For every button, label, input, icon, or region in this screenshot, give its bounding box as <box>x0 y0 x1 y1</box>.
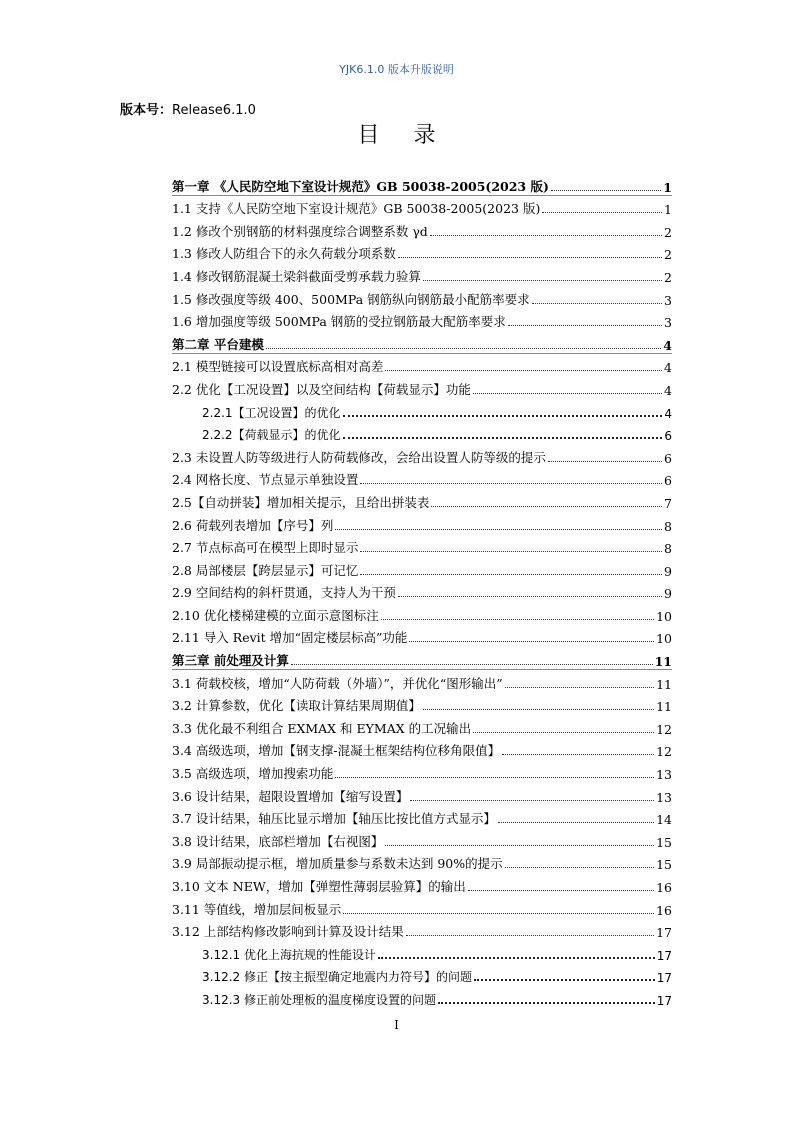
toc-entry-page: 2 <box>664 224 672 240</box>
toc-entry-label: 第三章 前处理及计算 <box>172 653 289 669</box>
toc-entry-page: 15 <box>656 834 672 850</box>
toc-entry-page: 8 <box>664 518 672 534</box>
table-of-contents <box>172 172 672 1008</box>
toc-entry[interactable] <box>172 534 672 557</box>
toc-entry[interactable] <box>172 466 672 489</box>
toc-leader-dots <box>343 436 663 439</box>
toc-leader-dots <box>381 618 654 620</box>
toc-entry[interactable] <box>172 579 672 602</box>
toc-entry-label: 2.5【自动拼装】增加相关提示，且给出拼装表 <box>172 494 430 510</box>
toc-leader-dots <box>542 211 662 213</box>
toc-entry-page: 2 <box>664 269 672 285</box>
toc-entry-page: 2 <box>664 247 672 263</box>
toc-entry-page: 12 <box>656 744 672 760</box>
toc-entry-label: 3.12 上部结构修改影响到计算及设计结果 <box>172 924 404 940</box>
toc-entry-page: 17 <box>656 948 672 963</box>
toc-entry[interactable] <box>172 624 672 647</box>
toc-entry[interactable] <box>172 353 672 376</box>
toc-entry-label: 3.9 局部振动提示框，增加质量参与系数未达到 90%的提示 <box>172 856 503 872</box>
toc-leader-dots <box>343 912 654 914</box>
toc-leader-dots <box>335 528 662 530</box>
toc-entry-label: 3.8 设计结果，底部栏增加【右视图】 <box>172 833 384 849</box>
toc-entry-label: 2.6 荷载列表增加【序号】列 <box>172 517 334 533</box>
toc-leader-dots <box>468 889 654 891</box>
toc-entry-page: 9 <box>664 563 672 579</box>
toc-leader-dots <box>266 347 661 349</box>
toc-entry-label: 2.3 未设置人防等级进行人防荷载修改，会给出设置人防等级的提示 <box>172 449 546 465</box>
toc-entry[interactable] <box>172 308 672 331</box>
toc-leader-dots <box>508 324 662 326</box>
toc-entry[interactable] <box>172 737 672 760</box>
toc-title: 目录 <box>357 123 470 148</box>
toc-entry[interactable] <box>172 940 672 963</box>
toc-leader-dots <box>409 640 654 642</box>
toc-leader-dots <box>335 776 654 778</box>
toc-entry-page: 17 <box>656 993 672 1008</box>
toc-entry-label: 2.8 局部楼层【跨层显示】可记忆 <box>172 562 359 578</box>
toc-leader-dots <box>532 302 662 304</box>
toc-entry[interactable] <box>172 195 672 218</box>
toc-leader-dots <box>406 934 654 936</box>
toc-entry-page: 4 <box>664 406 672 421</box>
toc-leader-dots <box>502 753 654 755</box>
toc-entry[interactable] <box>172 714 672 737</box>
toc-entry[interactable] <box>172 217 672 240</box>
toc-entry[interactable] <box>172 895 672 918</box>
toc-leader-dots <box>551 189 661 191</box>
toc-leader-dots <box>385 369 662 371</box>
toc-entry-page: 17 <box>656 925 672 941</box>
toc-entry-label: 3.12.3 修正前处理板的温度梯度设置的问题 <box>202 992 436 1007</box>
toc-entry[interactable] <box>172 985 672 1008</box>
toc-entry-page: 8 <box>664 541 672 557</box>
toc-entry[interactable] <box>172 601 672 624</box>
toc-entry-page: 6 <box>664 473 672 489</box>
toc-entry-label: 2.1 模型链接可以设置底标高相对高差 <box>172 359 384 375</box>
toc-entry-label: 1.6 增加强度等级 500MPa 钢筋的受拉钢筋最大配筋率要求 <box>172 314 506 330</box>
toc-entry[interactable] <box>172 669 672 692</box>
toc-entry-label: 2.2.2【荷载显示】的优化 <box>202 428 341 443</box>
toc-leader-dots <box>548 460 662 462</box>
toc-leader-dots <box>378 956 655 959</box>
toc-entry-page: 15 <box>656 857 672 873</box>
toc-entry-label: 1.4 修改钢筋混凝土梁斜截面受剪承载力验算 <box>172 268 421 284</box>
toc-leader-dots <box>291 663 653 665</box>
toc-leader-dots <box>474 978 655 981</box>
toc-entry[interactable] <box>172 918 672 941</box>
toc-leader-dots <box>360 550 662 552</box>
toc-leader-dots <box>423 708 654 710</box>
toc-leader-dots <box>398 595 662 597</box>
toc-entry-label: 2.9 空间结构的斜杆贯通，支持人为干预 <box>172 585 396 601</box>
toc-entry-page: 11 <box>656 699 672 715</box>
toc-entry-label: 1.3 修改人防组合下的永久荷载分项系数 <box>172 246 396 262</box>
toc-entry[interactable] <box>172 805 672 828</box>
toc-chapter-entry[interactable] <box>172 646 672 669</box>
toc-leader-dots <box>423 279 662 281</box>
toc-entry[interactable] <box>172 240 672 263</box>
toc-entry-page: 12 <box>656 721 672 737</box>
toc-entry-page: 6 <box>664 429 672 444</box>
toc-entry-label: 3.4 高级选项，增加【钢支撑-混凝土框架结构位移角限值】 <box>172 743 501 759</box>
toc-entry-label: 3.6 设计结果，超限设置增加【缩写设置】 <box>172 788 409 804</box>
toc-entry[interactable] <box>172 759 672 782</box>
toc-entry[interactable] <box>172 285 672 308</box>
toc-entry-page: 7 <box>664 495 672 511</box>
running-header: YJK6.1.0 版本升版说明 <box>339 63 454 76</box>
toc-entry-page: 11 <box>654 654 672 670</box>
toc-entry-page: 6 <box>664 450 672 466</box>
toc-entry[interactable] <box>172 692 672 715</box>
toc-entry[interactable] <box>172 827 672 850</box>
toc-entry-page: 16 <box>656 902 672 918</box>
toc-leader-dots <box>343 414 663 417</box>
toc-entry-label: 3.7 设计结果，轴压比显示增加【轴压比按比值方式显示】 <box>172 811 496 827</box>
toc-entry-page: 13 <box>656 789 672 805</box>
toc-leader-dots <box>410 799 654 801</box>
toc-entry-page: 16 <box>656 880 672 895</box>
toc-entry[interactable] <box>172 375 672 398</box>
toc-entry-label: 3.1 荷载校核，增加“人防荷载（外墙）”，并优化“图形输出” <box>172 675 503 691</box>
toc-entry-label: 1.2 修改个别钢筋的材料强度综合调整系数 γd <box>172 223 428 239</box>
toc-entry-label: 3.2 计算参数，优化【读取计算结果周期值】 <box>172 698 421 714</box>
toc-entry-page: 13 <box>656 767 672 783</box>
toc-entry[interactable] <box>172 963 672 986</box>
toc-leader-dots <box>360 482 662 484</box>
version-line <box>120 99 256 118</box>
toc-entry-label: 2.11 导入 Revit 增加“固定楼层标高”功能 <box>172 630 408 646</box>
toc-entry-page: 10 <box>656 608 672 624</box>
toc-entry[interactable] <box>172 398 672 421</box>
toc-entry-page: 3 <box>664 315 672 331</box>
toc-leader-dots <box>498 821 654 823</box>
toc-entry[interactable] <box>172 511 672 534</box>
toc-entry-label: 3.3 优化最不利组合 EXMAX 和 EYMAX 的工况输出 <box>172 720 472 736</box>
toc-entry-page: 4 <box>664 360 672 376</box>
toc-leader-dots <box>473 392 662 394</box>
toc-entry-label: 第一章 《人民防空地下室设计规范》GB 50038-2005(2023 版) <box>172 178 549 194</box>
toc-entry-label: 2.7 节点标高可在模型上即时显示 <box>172 540 359 556</box>
version-label: 版本号： <box>120 103 173 118</box>
toc-entry-page: 3 <box>664 292 672 308</box>
toc-leader-dots <box>505 686 654 688</box>
toc-entry-label: 2.2 优化【工况设置】以及空间结构【荷载显示】功能 <box>172 381 471 397</box>
toc-entry-page: 17 <box>656 971 672 986</box>
toc-entry[interactable] <box>172 421 672 444</box>
toc-entry-label: 2.4 网格长度、节点显示单独设置 <box>172 472 359 488</box>
toc-entry[interactable] <box>172 872 672 895</box>
toc-leader-dots <box>430 234 662 236</box>
toc-leader-dots <box>360 573 662 575</box>
toc-entry[interactable] <box>172 443 672 466</box>
toc-leader-dots <box>473 731 654 733</box>
page-number: I <box>394 1018 399 1032</box>
toc-chapter-entry[interactable] <box>172 330 672 353</box>
toc-entry-page: 10 <box>656 631 672 647</box>
toc-entry-page: 14 <box>656 812 672 828</box>
toc-entry-label: 3.12.1 优化上海抗规的性能设计 <box>202 947 376 962</box>
toc-entry-page: 1 <box>663 179 672 195</box>
version-value: Release6.1.0 <box>172 103 256 118</box>
toc-entry-label: 1.5 修改强度等级 400、500MPa 钢筋纵向钢筋最小配筋率要求 <box>172 291 530 307</box>
toc-leader-dots <box>438 1001 655 1004</box>
toc-entry-label: 3.5 高级选项，增加搜索功能 <box>172 766 334 782</box>
toc-entry-label: 2.2.1【工况设置】的优化 <box>202 405 341 420</box>
toc-leader-dots <box>398 256 662 258</box>
toc-entry[interactable] <box>172 488 672 511</box>
toc-entry[interactable] <box>172 262 672 285</box>
toc-entry-page: 4 <box>664 382 672 398</box>
toc-entry-page: 9 <box>664 586 672 602</box>
toc-entry-label: 2.10 优化楼梯建模的立面示意图标注 <box>172 607 379 623</box>
toc-entry-label: 1.1 支持《人民防空地下室设计规范》GB 50038-2005(2023 版) <box>172 201 541 217</box>
toc-entry-label: 3.11 等值线，增加层间板显示 <box>172 901 342 917</box>
toc-entry[interactable] <box>172 850 672 873</box>
toc-entry-page: 1 <box>664 202 672 218</box>
toc-leader-dots <box>505 866 654 868</box>
toc-entry[interactable] <box>172 782 672 805</box>
toc-entry[interactable] <box>172 556 672 579</box>
toc-entry-page: 4 <box>663 337 672 353</box>
toc-leader-dots <box>431 505 662 507</box>
toc-chapter-entry[interactable] <box>172 172 672 195</box>
toc-entry-label: 3.12.2 修正【按主振型确定地震内力符号】的问题 <box>202 970 472 985</box>
toc-entry-label: 第二章 平台建模 <box>172 336 264 352</box>
toc-entry-page: 11 <box>656 676 672 692</box>
toc-leader-dots <box>385 844 654 846</box>
toc-entry-label: 3.10 文本 NEW，增加【弹塑性薄弱层验算】的输出 <box>172 879 466 894</box>
